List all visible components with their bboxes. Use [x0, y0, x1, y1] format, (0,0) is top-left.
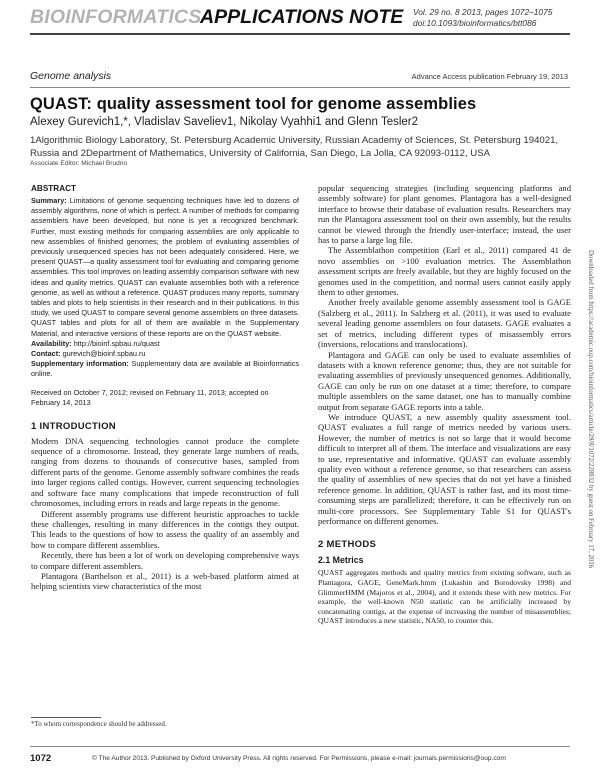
supp-label: Supplementary information:: [31, 359, 129, 369]
methods-paragraph: QUAST aggregates methods and quality metrics from existing software, such as Plantagora, GAGE, GeneMark.hmm (Lukashin and Borodovsky 1998) and GlimmerHMM (Majoros et al., 2004), and it extends these with new metrics. For example, the well-known N50 statistic can be artificially increased by concatenating contigs, at the expense of increasing the number of misassemblies; QUAST introduces a new statistic, NA50, to counter this.: [318, 568, 571, 626]
summary-label: Summary:: [31, 196, 67, 205]
intro-paragraph: Different assembly programs use different heuristic approaches to tackle these challenges, resulting in many differences in the contigs they output. This leads to the questions of how to assess the quality of an assembly and how to compare different assemblies.: [31, 508, 299, 550]
citation-volume: Vol. 29 no. 8 2013, pages 1072–1075: [413, 7, 553, 17]
intro-text-left: [31, 436, 299, 592]
page-number: 1072: [30, 753, 52, 764]
intro-paragraph: Another freely available genome assembly assessment tool is GAGE (Salzberg et al., 2011). In Salzberg et al. (2011), it was used to evaluate several leading genome assemblers on four datasets. GAGE evaluates a set of metrics, including different types of misassembly errors (inversions, relocations and translocations).: [318, 297, 571, 350]
contact-email[interactable]: gurevich@bioinf.spbau.ru: [62, 349, 146, 359]
intro-heading: 1 INTRODUCTION: [31, 420, 116, 432]
summary-text: Limitations of genome sequencing techniques have led to dozens of assembly algorithms, none of which is perfect. A number of methods for comparing assemblers have been developed, but none is yet a recognized benchmark. Further, most existing methods for comparing assemblies are only applicable to new assemblies of finished genomes; the problem of evaluating assemblies of previously unsequenced species has not been adequately considered. Here, we present QUAST—a quality assessment tool for evaluating and comparing genome assemblies. This tool improves on leading assembly comparison software with new ideas and quality metrics. QUAST can evaluate assemblies both with a reference genome, as well as without a reference. QUAST produces many reports, summary tables and plots to help scientists in their research and in their publications. In this study, we used QUAST to compare several genome assemblers on three datasets. QUAST tables and plots for all of them are available in the Supplementary Material, and interactive versions of these reports are on the QUAST website.: [31, 196, 299, 338]
advance-access: Advance Access publication February 19, 2013: [411, 72, 568, 81]
citation-doi[interactable]: doi:10.1093/bioinformatics/btt086: [413, 18, 537, 28]
right-column: [318, 183, 571, 626]
supp-text: Supplementary data are available at Bioinformatics online.: [31, 359, 299, 379]
intro-paragraph: popular sequencing strategies (including sequencing platforms and assembly software) for plant genomes. Plantagora has a well-designed interface to browse their database of evaluation results. Researchers may run the Plantagora assessment tool on their own assembly, but the results cannot be viewed through the friendly user-interface; instead, the user has to parse a large log file.: [318, 183, 571, 246]
left-column: [31, 184, 299, 592]
abstract-availability: [31, 339, 299, 349]
intro-paragraph: We introduce QUAST, a new assembly quality assessment tool. QUAST evaluates a full range of metrics needed by various users. However, the number of metrics is not so large that it would become difficult to interpret all of them. The interface and visualizations are easy to use, representative and informative. QUAST can evaluate assembly quality even without a reference genome, so that researchers can assess the quality of assemblies of new species that do not yet have a finished reference genome. In addition, QUAST is rather fast, and its most time-consuming steps are parallelized; therefore, it can be effectively run on multi-core processors. See Supplementary Table S1 for QUAST's performance on different genomes.: [318, 411, 571, 526]
footer-rule: [30, 746, 570, 747]
contact-label: Contact:: [31, 349, 61, 359]
intro-paragraph: The Assemblathon competition (Earl et al., 2011) compared 41 de novo assemblies on >100 evaluation metrics. The Assemblathon assessment scripts are freely available, but they are highly focused on the genomes used in the competition, and normal users cannot easily apply them to other genomes.: [318, 245, 571, 298]
journal-name: BIOINFORMATICS: [30, 6, 202, 28]
header-rule: [30, 33, 570, 35]
section-label: APPLICATIONS NOTE: [200, 6, 404, 28]
metrics-subheading: 2.1 Metrics: [318, 555, 364, 566]
intro-paragraph: Plantagora (Barthelson et al., 2011) is a web-based platform aimed at helping scientists view characteristics of the most: [31, 570, 299, 592]
availability-label: Availability:: [31, 338, 72, 348]
article-title: QUAST: quality assessment tool for genome assemblies: [30, 95, 477, 113]
methods-text: [318, 568, 571, 626]
associate-editor: Associate Editor: Michael Brudno: [30, 160, 128, 167]
intro-paragraph: Plantagora and GAGE can only be used to evaluate assemblies of datasets with a known reference genome; thus, they are not suitable for evaluating assemblies of previously unsequenced genomes. Additionally, GAGE can only be run on one dataset at a time; therefore, to compare multiple assemblers on the same dataset, one has to manually combine output from separate GAGE reports into a table.: [318, 349, 571, 412]
footnote-rule: [31, 717, 101, 718]
download-sidebar: [586, 250, 594, 580]
affiliations: 1Algorithmic Biology Laboratory, St. Petersburg Academic University, Russian Academy of Sciences, St. Petersburg 194021, Russia and 2Department of Mathematics, University of California, San Diego, La Jolla, CA 92093-0112, USA: [30, 135, 559, 159]
author-list: Alexey Gurevich1,*, Vladislav Saveliev1, Nikolay Vyahhi1 and Glenn Tesler2: [30, 116, 419, 128]
footnote: *To whom correspondence should be addressed.: [31, 720, 167, 728]
copyright-notice: © The Author 2013. Published by Oxford University Press. All rights reserved. For Permissions, please e-mail: journals.permissions@oup.com: [92, 755, 506, 762]
download-notice[interactable]: Downloaded from https://academic.oup.com/bioinformatics/article/29/8/1072/228832 by guest on February 17, 2016: [587, 250, 594, 569]
abstract-contact: [31, 349, 299, 359]
citation: [413, 7, 552, 29]
intro-paragraph: Recently, there has been a lot of work on developing comprehensive ways to compare different assemblers.: [31, 550, 299, 571]
received-dates: Received on October 7, 2012; revised on February 11, 2013; accepted on February 14, 2013: [31, 387, 269, 407]
abstract-heading: ABSTRACT: [31, 184, 77, 193]
availability-link[interactable]: http://bioinf.spbau.ru/quast: [73, 338, 160, 348]
category-rule: [30, 87, 570, 88]
methods-heading: 2 METHODS: [318, 539, 377, 551]
abstract-supplementary: [31, 359, 299, 379]
intro-paragraph: Modern DNA sequencing technologies cannot produce the complete sequence of a chromosome. Instead, they generate large numbers of reads, ranging from dozens to thousands of consecutive bases, sampled from different parts of the genome. Genome assembly software combines the reads into larger regions called contigs. However, current sequencing technologies and software face many complications that impede reconstruction of full chromosomes, including errors in reads and large repeats in the genome.: [31, 435, 299, 509]
intro-text-right: [318, 183, 571, 526]
article-category: Genome analysis: [30, 70, 112, 82]
abstract-summary: [31, 196, 299, 339]
